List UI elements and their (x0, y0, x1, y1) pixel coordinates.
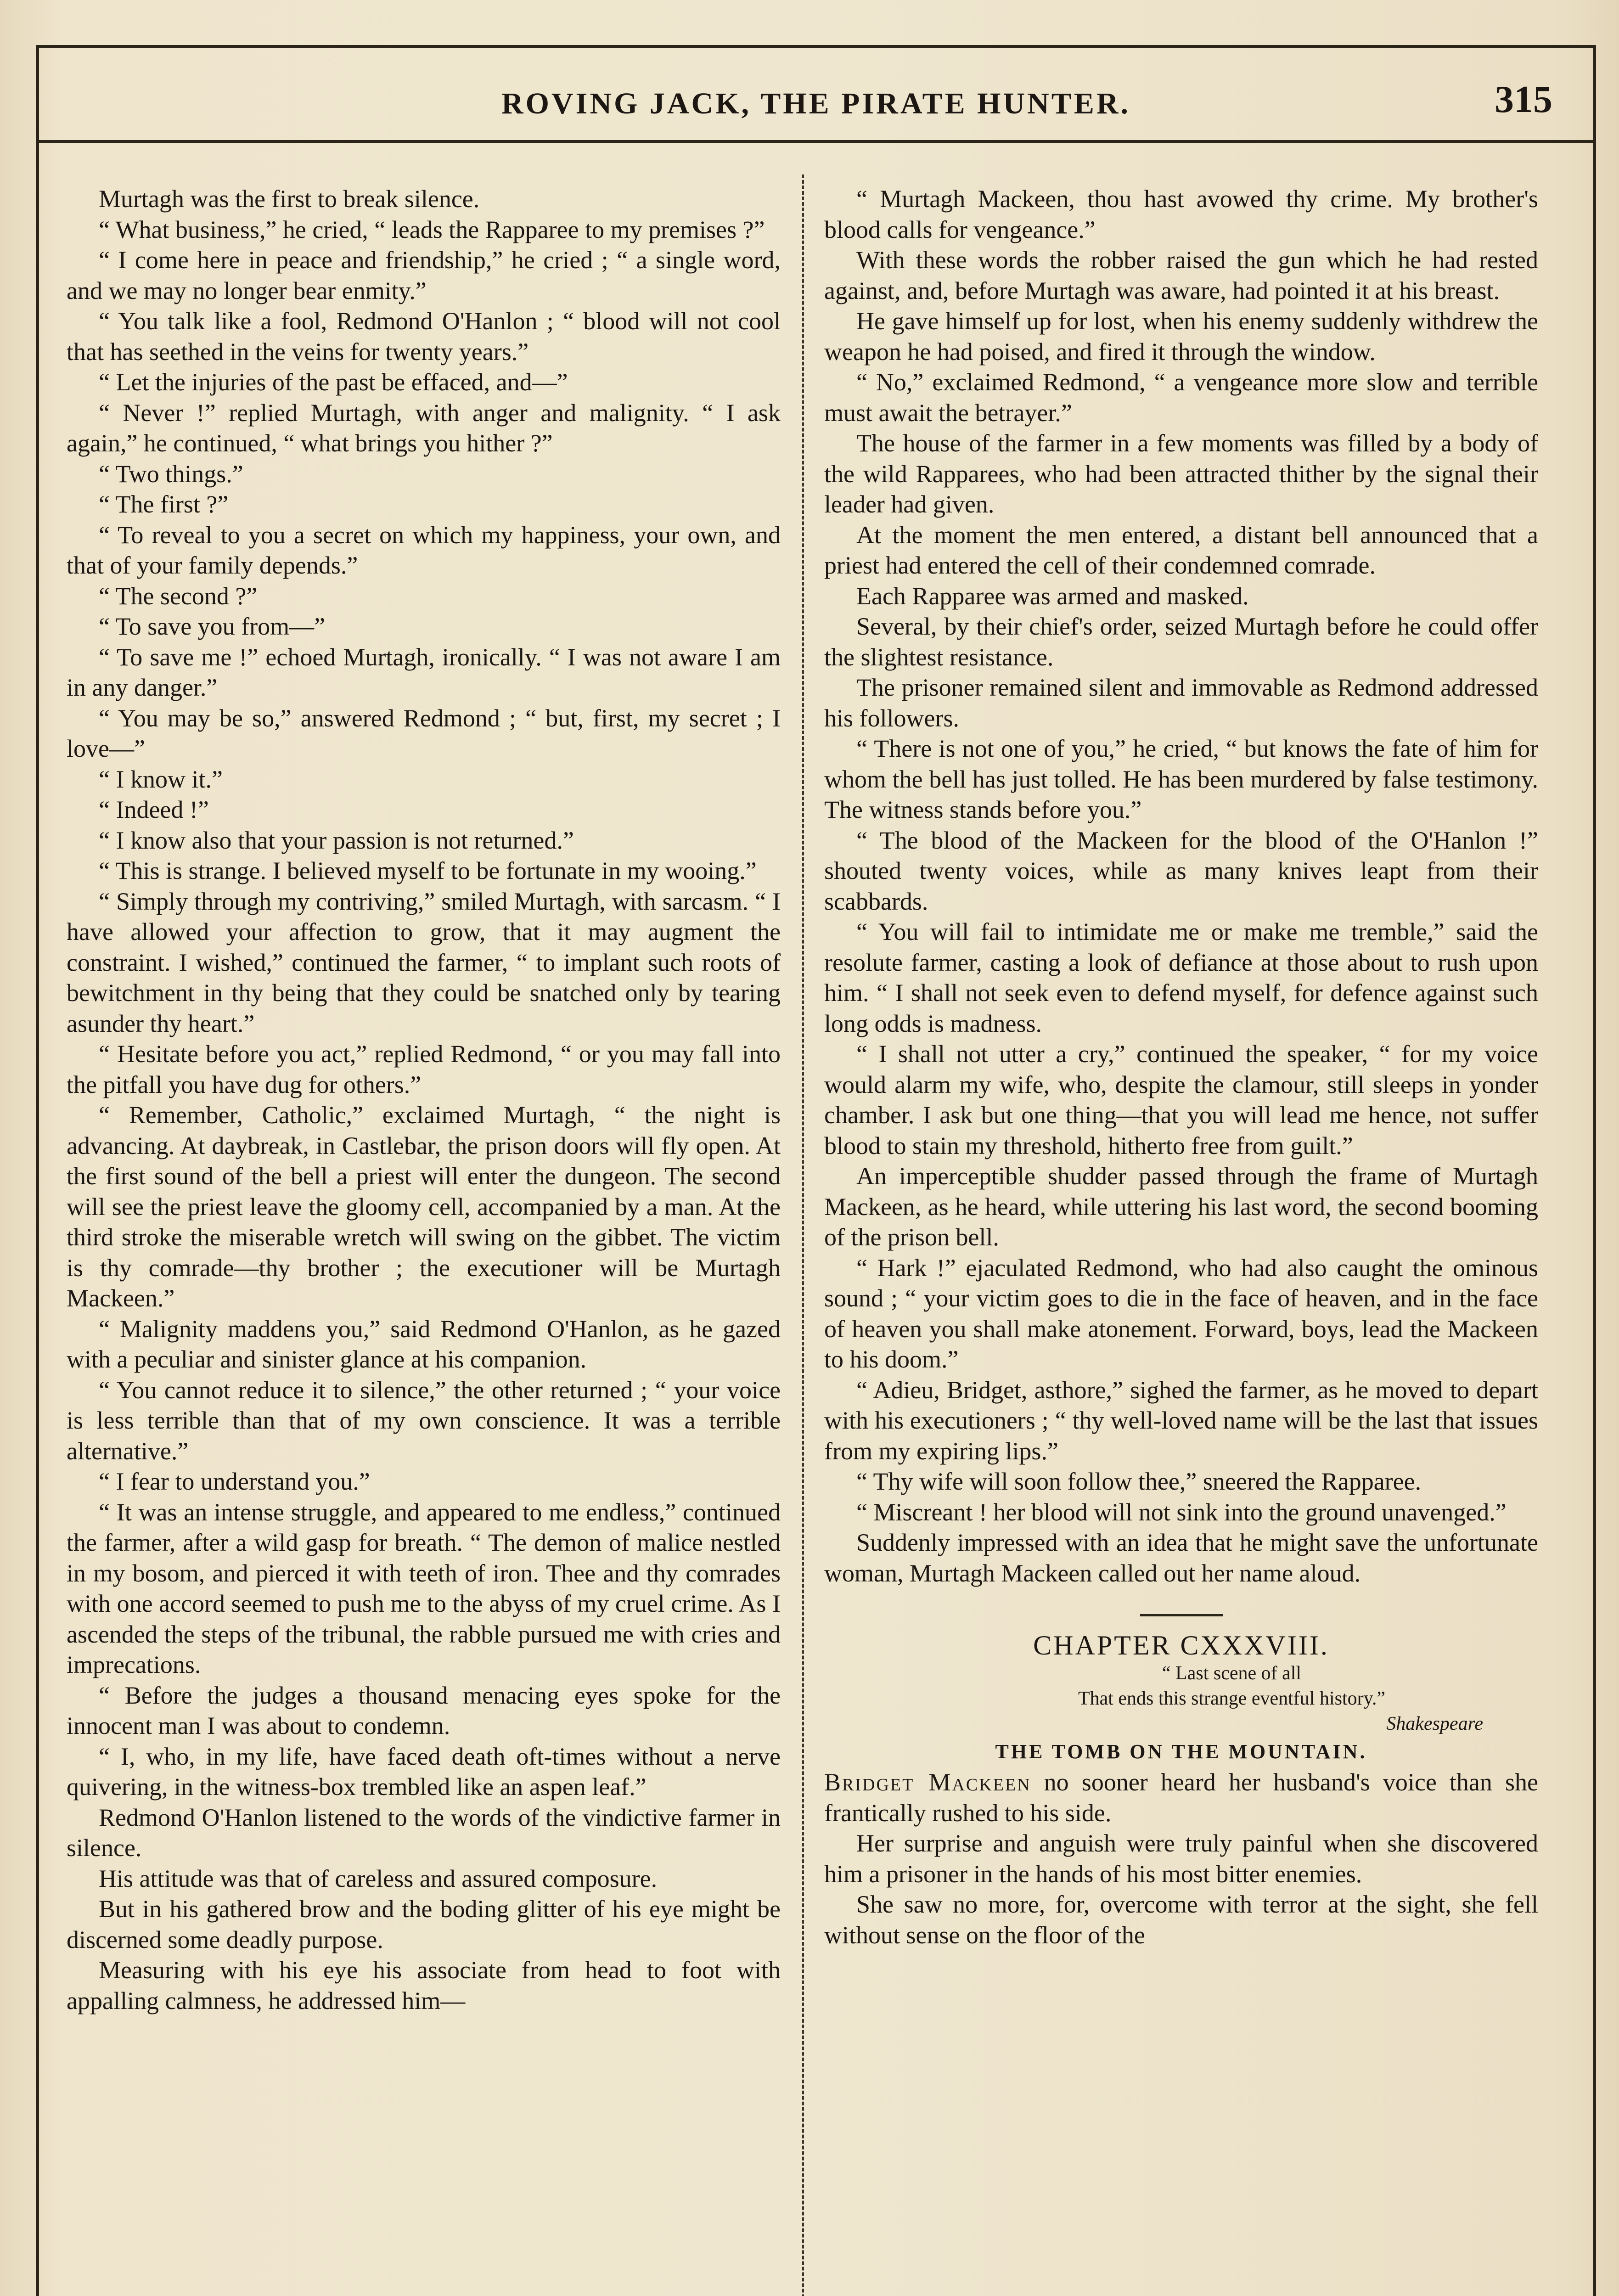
paragraph: “ You may be so,” answered Redmond ; “ but, first, my secret ; I love—” (67, 704, 781, 762)
paragraph: “ I know it.” (99, 765, 223, 793)
epigraph-line: That ends this strange eventful history.” (1078, 1688, 1386, 1709)
paragraph: “ Murtagh Mackeen, thou hast avowed thy crime. My brother's blood calls for vengeance.” (824, 185, 1538, 243)
opening-text: no sooner heard her husband's voice than she frantically rushed to his side. (824, 1768, 1538, 1827)
paragraph: “ What business,” he cried, “ leads the Rapparee to my premises ?” (99, 215, 765, 243)
paragraph: “ To reveal to you a secret on which my happiness, your own, and that of your family depends.” (67, 521, 781, 579)
page-number: 315 (1495, 78, 1552, 121)
paragraph: “ Hesitate before you act,” replied Redmond, “ or you may fall into the pitfall you have dug for others.” (67, 1040, 781, 1098)
paragraph: Measuring with his eye his associate from head to foot with appalling calmness, he addressed him— (67, 1956, 781, 2015)
chapter-rule (1140, 1614, 1223, 1616)
paragraph: “ Two things.” (99, 460, 243, 488)
paragraph: “ I know also that your passion is not returned.” (99, 826, 574, 854)
paragraph: “ Before the judges a thousand menacing eyes spoke for the innocent man I was about to condemn. (67, 1681, 781, 1739)
right-column-paragraphs (824, 184, 1538, 1588)
paragraph: With these words the robber raised the gun which he had rested against, and, before Murtagh was aware, had pointed it at his breast. (824, 246, 1538, 304)
chapter-subtitle: THE TOMB ON THE MOUNTAIN. (995, 1740, 1367, 1763)
paragraph: An imperceptible shudder passed through the frame of Murtagh Mackeen, as he heard, while uttering his last word, the second booming of the prison bell. (824, 1162, 1538, 1251)
paragraph: “ Hark !” ejaculated Redmond, who had also caught the ominous sound ; “ your victim goes to die in the face of heaven, and in the face of heaven you shall make atonement. Forward, boys, lead the Mackeen to his doom.” (824, 1254, 1538, 1373)
chapter-opening-paragraph (824, 1767, 1538, 1828)
paragraph: “ Malignity maddens you,” said Redmond O'Hanlon, as he gazed with a peculiar and sinister glance at his companion. (67, 1315, 781, 1373)
paragraph: “ Simply through my contriving,” smiled Murtagh, with sarcasm. “ I have allowed your affection to grow, that it may augment the constraint. I wished,” continued the farmer, “ to implant such roots of bewitchment in thy being that they could be snatched only by tearing asunder thy heart.” (67, 887, 781, 1037)
paragraph: “ Miscreant ! her blood will not sink into the ground unavenged.” (856, 1498, 1507, 1526)
paragraph: “ Remember, Catholic,” exclaimed Murtagh, “ the night is advancing. At daybreak, in Castlebar, the prison doors will fly open. At the first sound of the bell a priest will enter the dungeon. The second will see the priest leave the gloomy cell, accompanied by a man. At the third stroke the miserable wretch will swing on the gibbet. The victim is thy comrade—thy brother ; the executioner will be Murtagh Mackeen.” (67, 1101, 781, 1312)
paragraph: But in his gathered brow and the boding glitter of his eye might be discerned some deadly purpose. (67, 1895, 781, 1953)
paragraph: “ I come here in peace and friendship,” he cried ; “ a single word, and we may no longer bear enmity.” (67, 246, 781, 304)
page-header (36, 73, 1596, 143)
paragraph: “ The first ?” (99, 490, 229, 518)
chapter-epigraph (824, 1661, 1538, 1737)
paragraph: Redmond O'Hanlon listened to the words of the vindictive farmer in silence. (67, 1803, 781, 1862)
paragraph: Suddenly impressed with an idea that he might save the unfortunate woman, Murtagh Mackeen called out her name aloud. (824, 1529, 1538, 1587)
paragraph: “ You cannot reduce it to silence,” the other returned ; “ your voice is less terrible than that of my own conscience. It was a terrible alternative.” (67, 1376, 781, 1465)
paragraph: Murtagh was the first to break silence. (99, 185, 480, 213)
paragraph: “ I shall not utter a cry,” continued the speaker, “ for my voice would alarm my wife, who, despite the clamour, still sleeps in yonder chamber. I ask but one thing—that you will lead me hence, not suffer blood to stain my threshold, hitherto free from guilt.” (824, 1040, 1538, 1159)
paragraph: The house of the farmer in a few moments was filled by a body of the wild Rapparees, who had been attracted thither by the signal their leader had given. (824, 429, 1538, 518)
right-column (824, 184, 1538, 1950)
paragraph: “ The blood of the Mackeen for the blood of the O'Hanlon !” shouted twenty voices, while as many knives leapt from their scabbards. (824, 826, 1538, 915)
running-title: ROVING JACK, THE PIRATE HUNTER. (501, 87, 1131, 120)
paragraph: “ I, who, in my life, have faced death oft-times without a nerve quivering, in the witness-box trembled like an aspen leaf.” (67, 1742, 781, 1801)
paragraph: “ You talk like a fool, Redmond O'Hanlon ; “ blood will not cool that has seethed in the veins for twenty years.” (67, 307, 781, 366)
paragraph: “ You will fail to intimidate me or make me tremble,” said the resolute farmer, casting a look of defiance at those about to rush upon him. “ I shall not seek even to defend myself, for defence against such long odds is madness. (824, 918, 1538, 1037)
opening-small-caps: Bridget Mackeen (824, 1768, 1031, 1796)
chapter-title: CHAPTER CXXXVIII. (1033, 1630, 1329, 1660)
paragraph: Several, by their chief's order, seized Murtagh before he could offer the slightest resistance. (824, 613, 1538, 671)
paragraph: “ Indeed !” (99, 796, 209, 823)
epigraph-line: “ Last scene of all (1162, 1662, 1302, 1684)
paragraph: She saw no more, for, overcome with terror at the sight, she fell without sense on the floor of the (824, 1891, 1538, 1949)
paragraph: “ To save you from—” (99, 613, 326, 640)
paragraph: “ It was an intense struggle, and appeared to me endless,” continued the farmer, after a wild gasp for breath. “ The demon of malice nestled in my bosom, and pierced it with teeth of iron. Thee and thy comrades with one accord seemed to push me to the abyss of my cruel crime. As I ascended the steps of the tribunal, the rabble pursued me with cries and imprecations. (67, 1498, 781, 1678)
paragraph: He gave himself up for lost, when his enemy suddenly withdrew the weapon he had poised, and fired it through the window. (824, 307, 1538, 366)
paragraph: “ There is not one of you,” he cried, “ but knows the fate of him for whom the bell has just tolled. He has been murdered by false testimony. The witness stands before you.” (824, 735, 1538, 823)
paragraph: “ Never !” replied Murtagh, with anger and malignity. “ I ask again,” he continued, “ what brings you hither ?” (67, 399, 781, 457)
paragraph: Each Rapparee was armed and masked. (856, 582, 1249, 610)
paragraph: “ The second ?” (99, 582, 258, 610)
paragraph: “ I fear to understand you.” (99, 1468, 370, 1495)
column-divider (802, 174, 804, 2296)
paragraph: The prisoner remained silent and immovable as Redmond addressed his followers. (824, 674, 1538, 732)
paragraph: “ Thy wife will soon follow thee,” sneered the Rapparee. (856, 1468, 1422, 1495)
chapter-paragraphs (824, 1828, 1538, 1950)
paragraph: At the moment the men entered, a distant bell announced that a priest had entered the cell of their condemned comrade. (824, 521, 1538, 579)
epigraph-attribution: Shakespeare (1386, 1713, 1483, 1734)
paragraph: “ No,” exclaimed Redmond, “ a vengeance more slow and terrible must await the betrayer.” (824, 368, 1538, 427)
paragraph: “ Let the injuries of the past be effaced, and—” (99, 368, 568, 396)
paragraph: “ Adieu, Bridget, asthore,” sighed the farmer, as he moved to depart with his executioners ; “ thy well-loved name will be the last that issues from my expiring lips.” (824, 1376, 1538, 1465)
paragraph: “ To save me !” echoed Murtagh, ironically. “ I was not aware I am in any danger.” (67, 643, 781, 701)
left-column (67, 184, 781, 2016)
paragraph: “ This is strange. I believed myself to be fortunate in my wooing.” (99, 857, 757, 884)
paragraph: His attitude was that of careless and assured composure. (99, 1864, 658, 1892)
paragraph: Her surprise and anguish were truly painful when she discovered him a prisoner in the hands of his most bitter enemies. (824, 1829, 1538, 1888)
